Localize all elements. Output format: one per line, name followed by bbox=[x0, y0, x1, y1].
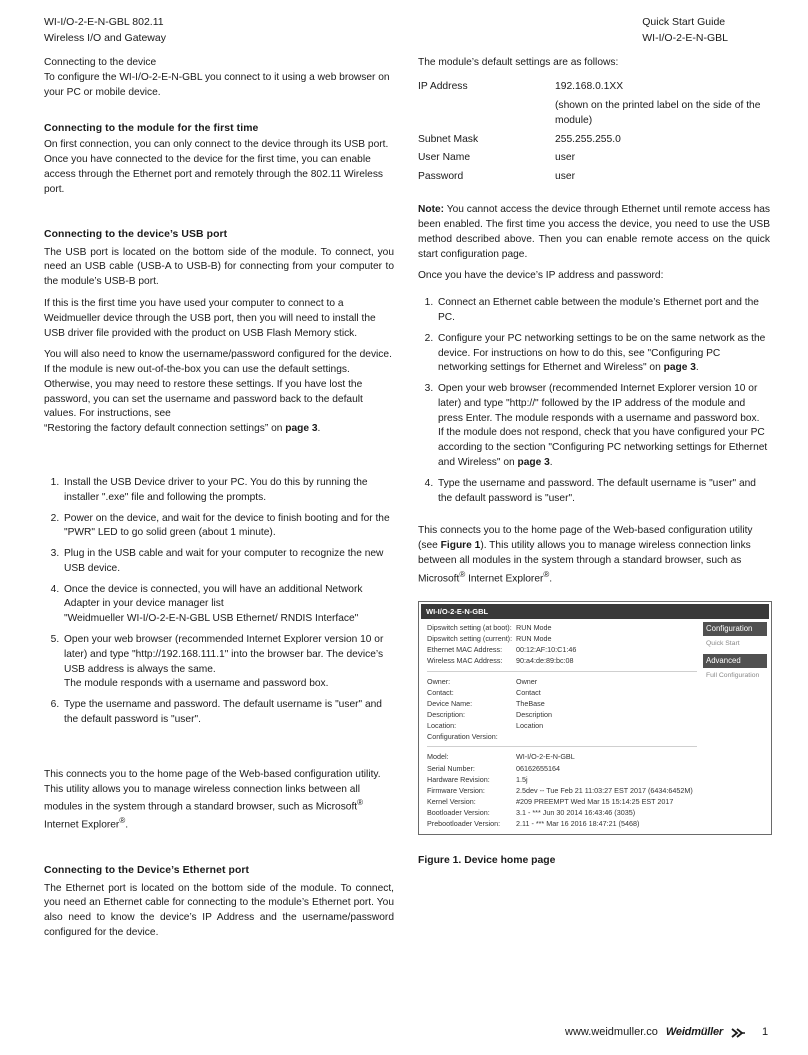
list-item bbox=[436, 382, 770, 471]
list-item bbox=[62, 698, 394, 728]
table-row bbox=[427, 774, 697, 785]
usb-p3-end: . bbox=[317, 423, 321, 435]
info-value: 3.1 - *** Jun 30 2014 16:43:46 (3035) bbox=[516, 808, 636, 818]
side-menu-configuration[interactable]: Configuration bbox=[703, 622, 767, 636]
usb-paragraph-1: The USB port is located on the bottom side of the module. To connect, you need an USB cable (USB-A to USB-B) for connecting from your computer to the module’s USB-B port. bbox=[44, 246, 394, 288]
eth-step-2-end: . bbox=[695, 362, 699, 374]
usb-step-2: Power on the device, and wait for the device to finish booting and for the bbox=[64, 512, 390, 524]
header-doc-product: WI-I/O-2-E-N-GBL bbox=[642, 31, 728, 44]
info-value: 90:a4:de:89:bc:08 bbox=[516, 656, 574, 666]
usb-step-5: Open your web browser (recommended Internet Explorer version 10 or later) and type "http://192.168.111.1" into the browser bar. The device’s USB address is always the same. bbox=[64, 634, 384, 675]
info-key: Bootloader Version: bbox=[427, 808, 490, 818]
setting-value bbox=[555, 78, 770, 131]
note-label: Note: bbox=[418, 204, 445, 216]
note-text: You cannot access the device through Ethernet until remote access has been enabled. The first time you access the device, you need to use the USB method described above. Then you can enable remote access on the quick start configuration page. bbox=[418, 204, 770, 260]
list-item bbox=[62, 476, 394, 506]
info-value: 00:12:AF:10:C1:46 bbox=[516, 645, 577, 655]
header-left bbox=[44, 15, 166, 47]
info-key: Prebootloader Version: bbox=[427, 819, 501, 829]
table-row bbox=[418, 78, 770, 131]
side-menu-advanced[interactable]: Advanced bbox=[703, 654, 767, 668]
home-text-left: This connects you to the home page of the Web-based configuration utility. This utility allows you to manage wireless connection links between all modules in the system through a standard browser, such as Microsoft bbox=[44, 768, 381, 813]
footer bbox=[565, 1025, 745, 1041]
eth-step-3-cont: If the module does not respond, check that you have configured your PC according to the section "Configuring PC networking settings for Ethernet and Wireless" on bbox=[438, 427, 768, 469]
figure-side-menu bbox=[703, 622, 767, 685]
list-item bbox=[62, 547, 394, 577]
list-item bbox=[62, 583, 394, 627]
eth-step-3: Open your web browser (recommended Internet Explorer version 10 or later) and type "http://" followed by the IP address of the module and press Enter. The module responds with a username and password box. bbox=[438, 383, 760, 424]
table-row bbox=[427, 687, 697, 698]
info-key: Description: bbox=[427, 709, 465, 719]
first-time-text: On first connection, you can only connect to the device through its USB port. Once you have connected to the device for the first time, you can enable access through the Ethernet port and remotely through the 802.11 Wireless port. bbox=[44, 139, 389, 195]
usb-paragraph-3-text: You will also need to know the username/password configured for the device. If the module is new out-of-the-box you can use the default settings. Otherwise, you may need to restore these settings. If you have lost the password, you can set the username and password back to the default values. For instructions, see bbox=[44, 349, 392, 420]
info-key: Firmware Version: bbox=[427, 785, 485, 795]
side-menu-quick-start[interactable]: Quick Start bbox=[706, 639, 740, 647]
list-item bbox=[436, 332, 770, 376]
divider bbox=[427, 746, 697, 747]
usb-step-5-cont: The module responds with a username and password box. bbox=[64, 678, 329, 690]
table-row bbox=[427, 633, 697, 644]
ie-text-right: Internet Explorer bbox=[465, 573, 544, 585]
table-row bbox=[427, 785, 697, 796]
figure-title-bar: WI-I/O-2-E-N-GBL bbox=[421, 604, 769, 619]
usb-heading: Connecting to the device’s USB port bbox=[44, 228, 228, 240]
home-end-left: . bbox=[125, 819, 129, 831]
table-row bbox=[418, 131, 770, 150]
home-page-paragraph-right bbox=[418, 524, 770, 587]
figure-1-ref[interactable]: Figure 1 bbox=[440, 540, 481, 552]
once-text: Once you have the device’s IP address and password: bbox=[418, 270, 664, 282]
usb-steps-list bbox=[44, 476, 394, 728]
info-key: Device Name: bbox=[427, 698, 473, 708]
setting-value: user bbox=[555, 152, 576, 164]
table-row bbox=[427, 818, 697, 829]
eth-step-1: Connect an Ethernet cable between the module’s Ethernet port and the PC. bbox=[438, 297, 759, 323]
ip-address-note: (shown on the printed label on the side of the module) bbox=[555, 99, 761, 126]
usb-paragraph-2: If this is the first time you have used your computer to connect to a Weidmueller device through the USB port, then you will need to install the USB driver file provided with the product on USB Flash Memory stick. bbox=[44, 297, 376, 339]
info-value: #209 PREEMPT Wed Mar 15 15:14:25 EST 2017 bbox=[516, 797, 674, 807]
usb-paragraph-3 bbox=[44, 348, 394, 437]
list-item bbox=[436, 477, 770, 507]
info-value: Owner bbox=[516, 676, 538, 686]
table-row bbox=[427, 751, 697, 762]
table-row bbox=[427, 698, 697, 709]
info-value: WI-I/O-2-E-N-GBL bbox=[516, 752, 575, 762]
setting-value: user bbox=[555, 171, 576, 183]
table-row bbox=[427, 807, 697, 818]
default-settings-table bbox=[418, 78, 770, 188]
defaults-intro: The module’s default settings are as follows: bbox=[418, 57, 619, 68]
usb-step-1: Install the USB Device driver to your PC. You do this by running the installer ".exe" file and following the prompts. bbox=[64, 477, 368, 503]
table-row bbox=[427, 720, 697, 731]
right-column bbox=[418, 56, 770, 868]
table-row bbox=[427, 709, 697, 720]
table-row bbox=[427, 655, 697, 666]
info-value: TheBase bbox=[516, 698, 545, 708]
setting-key: Password bbox=[418, 171, 464, 183]
usb-restore-page-link[interactable]: page 3 bbox=[285, 423, 318, 435]
table-row bbox=[427, 731, 697, 742]
intro-paragraph bbox=[44, 56, 394, 100]
ip-address-value: 192.168.0.1XX bbox=[555, 80, 624, 92]
home-text-right-b: ). This utility allows you to manage wireless connection links between all modules in the system through a standard browser, such as Microsoft bbox=[418, 540, 751, 585]
eth-step-2: Configure your PC networking settings to be on the same network as the device. For instructions on how to do this, see "Configuring PC networking settings for Ethernet and Wireless" on bbox=[438, 332, 766, 374]
usb-step-3: Plug in the USB cable and wait for your computer to recognize the new USB device. bbox=[64, 548, 384, 574]
header-product: WI-I/O-2-E-N-GBL 802.11 bbox=[44, 16, 164, 28]
side-menu-full-configuration[interactable]: Full Configuration bbox=[706, 671, 760, 679]
eth-step-2-page-link[interactable]: page 3 bbox=[663, 362, 696, 374]
eth-step-3-end: . bbox=[549, 457, 553, 469]
info-key: Configuration Version: bbox=[427, 732, 498, 742]
page-number: 1 bbox=[762, 1026, 769, 1038]
info-key: Dipswitch setting (at boot): bbox=[427, 622, 512, 632]
list-item bbox=[62, 633, 394, 692]
info-value: Description bbox=[516, 709, 552, 719]
eth-step-3-page-link[interactable]: page 3 bbox=[517, 457, 550, 469]
note-paragraph bbox=[418, 203, 770, 262]
table-row bbox=[427, 763, 697, 774]
setting-value: 255.255.255.0 bbox=[555, 133, 621, 145]
info-key: Model: bbox=[427, 752, 449, 762]
setting-key: User Name bbox=[418, 152, 471, 164]
figure-info-panel bbox=[427, 622, 697, 830]
registered-mark-4: ® bbox=[543, 569, 550, 579]
first-time-heading: Connecting to the module for the first time bbox=[44, 123, 259, 135]
usb-step-4: Once the device is connected, you will have an additional Network Adapter in your device manager list bbox=[64, 583, 363, 610]
device-home-page-figure bbox=[418, 601, 772, 835]
list-item bbox=[436, 296, 770, 326]
setting-key: Subnet Mask bbox=[418, 133, 479, 145]
info-value: RUN Mode bbox=[516, 634, 552, 644]
ie-text-left: Internet Explorer bbox=[44, 819, 120, 831]
setting-key: IP Address bbox=[418, 80, 468, 92]
header-right bbox=[642, 15, 728, 47]
table-row bbox=[427, 676, 697, 687]
info-value: 1.5j bbox=[516, 774, 528, 784]
eth-step-4: Type the username and password. The default username is "user" and the default password is "user". bbox=[438, 477, 756, 504]
info-key: Kernel Version: bbox=[427, 797, 476, 807]
left-column bbox=[44, 56, 394, 948]
info-value: Contact bbox=[516, 687, 541, 697]
usb-step-2-cont: "PWR" LED to go solid green (about 1 minute). bbox=[64, 527, 276, 539]
ethernet-steps-list bbox=[418, 296, 770, 506]
brand-logo: Weidmüller bbox=[665, 1026, 724, 1038]
info-key: Location: bbox=[427, 721, 457, 731]
registered-mark-3: ® bbox=[459, 569, 466, 579]
home-end-right: . bbox=[549, 573, 553, 585]
info-key: Hardware Revision: bbox=[427, 774, 490, 784]
registered-mark-1: ® bbox=[357, 798, 364, 808]
info-value: 06162655164 bbox=[516, 763, 560, 773]
footer-url[interactable]: www.weidmuller.co bbox=[565, 1026, 658, 1038]
info-key: Wireless MAC Address: bbox=[427, 656, 503, 666]
usb-step-6: Type the username and password. The default username is "user" and the default password is "user". bbox=[64, 699, 382, 725]
intro-title: Connecting to the device bbox=[44, 57, 157, 68]
table-row bbox=[427, 622, 697, 633]
header-subtitle: Wireless I/O and Gateway bbox=[44, 31, 166, 44]
info-value: 2.5dev -- Tue Feb 21 11:03:27 EST 2017 (6434:6452M) bbox=[516, 785, 693, 795]
ethernet-heading: Connecting to the Device’s Ethernet port bbox=[44, 864, 250, 876]
usb-restore-ref[interactable]: “Restoring the factory default connection settings” on bbox=[44, 423, 283, 435]
header-doc-type: Quick Start Guide bbox=[642, 16, 726, 28]
table-row bbox=[418, 149, 770, 168]
intro-text: To configure the WI-I/O-2-E-N-GBL you connect to it using a web browser on your PC or mobile device. bbox=[44, 71, 390, 98]
info-key: Ethernet MAC Address: bbox=[427, 645, 503, 655]
table-row bbox=[427, 796, 697, 807]
figure-caption: Figure 1. Device home page bbox=[418, 854, 556, 866]
info-value: RUN Mode bbox=[516, 622, 552, 632]
info-value: Location bbox=[516, 721, 544, 731]
info-key: Serial Number: bbox=[427, 763, 475, 773]
ethernet-text: The Ethernet port is located on the bottom side of the module. To connect, you need an Ethernet cable for connecting to the module’s Ethernet port. You also need to know the device’s IP Address and the username/password configured for the device. bbox=[44, 882, 394, 939]
registered-mark-2: ® bbox=[119, 816, 126, 826]
list-item bbox=[62, 512, 394, 542]
table-row bbox=[427, 644, 697, 655]
home-page-paragraph-left bbox=[44, 768, 394, 834]
info-key: Dipswitch setting (current): bbox=[427, 634, 513, 644]
info-key: Owner: bbox=[427, 676, 451, 686]
info-value: 2.11 - *** Mar 16 2016 18:47:21 (5468) bbox=[516, 819, 640, 829]
divider bbox=[427, 671, 697, 672]
home-text-right-a: This connects you to the home page of the Web-based configuration utility (see bbox=[418, 525, 753, 552]
table-row bbox=[418, 168, 770, 187]
usb-step-4-cont: "Weidmueller WI-I/O-2-E-N-GBL USB Ethernet/ RNDIS Interface" bbox=[64, 613, 359, 625]
info-key: Contact: bbox=[427, 687, 454, 697]
brand-mark-icon bbox=[731, 1028, 745, 1038]
